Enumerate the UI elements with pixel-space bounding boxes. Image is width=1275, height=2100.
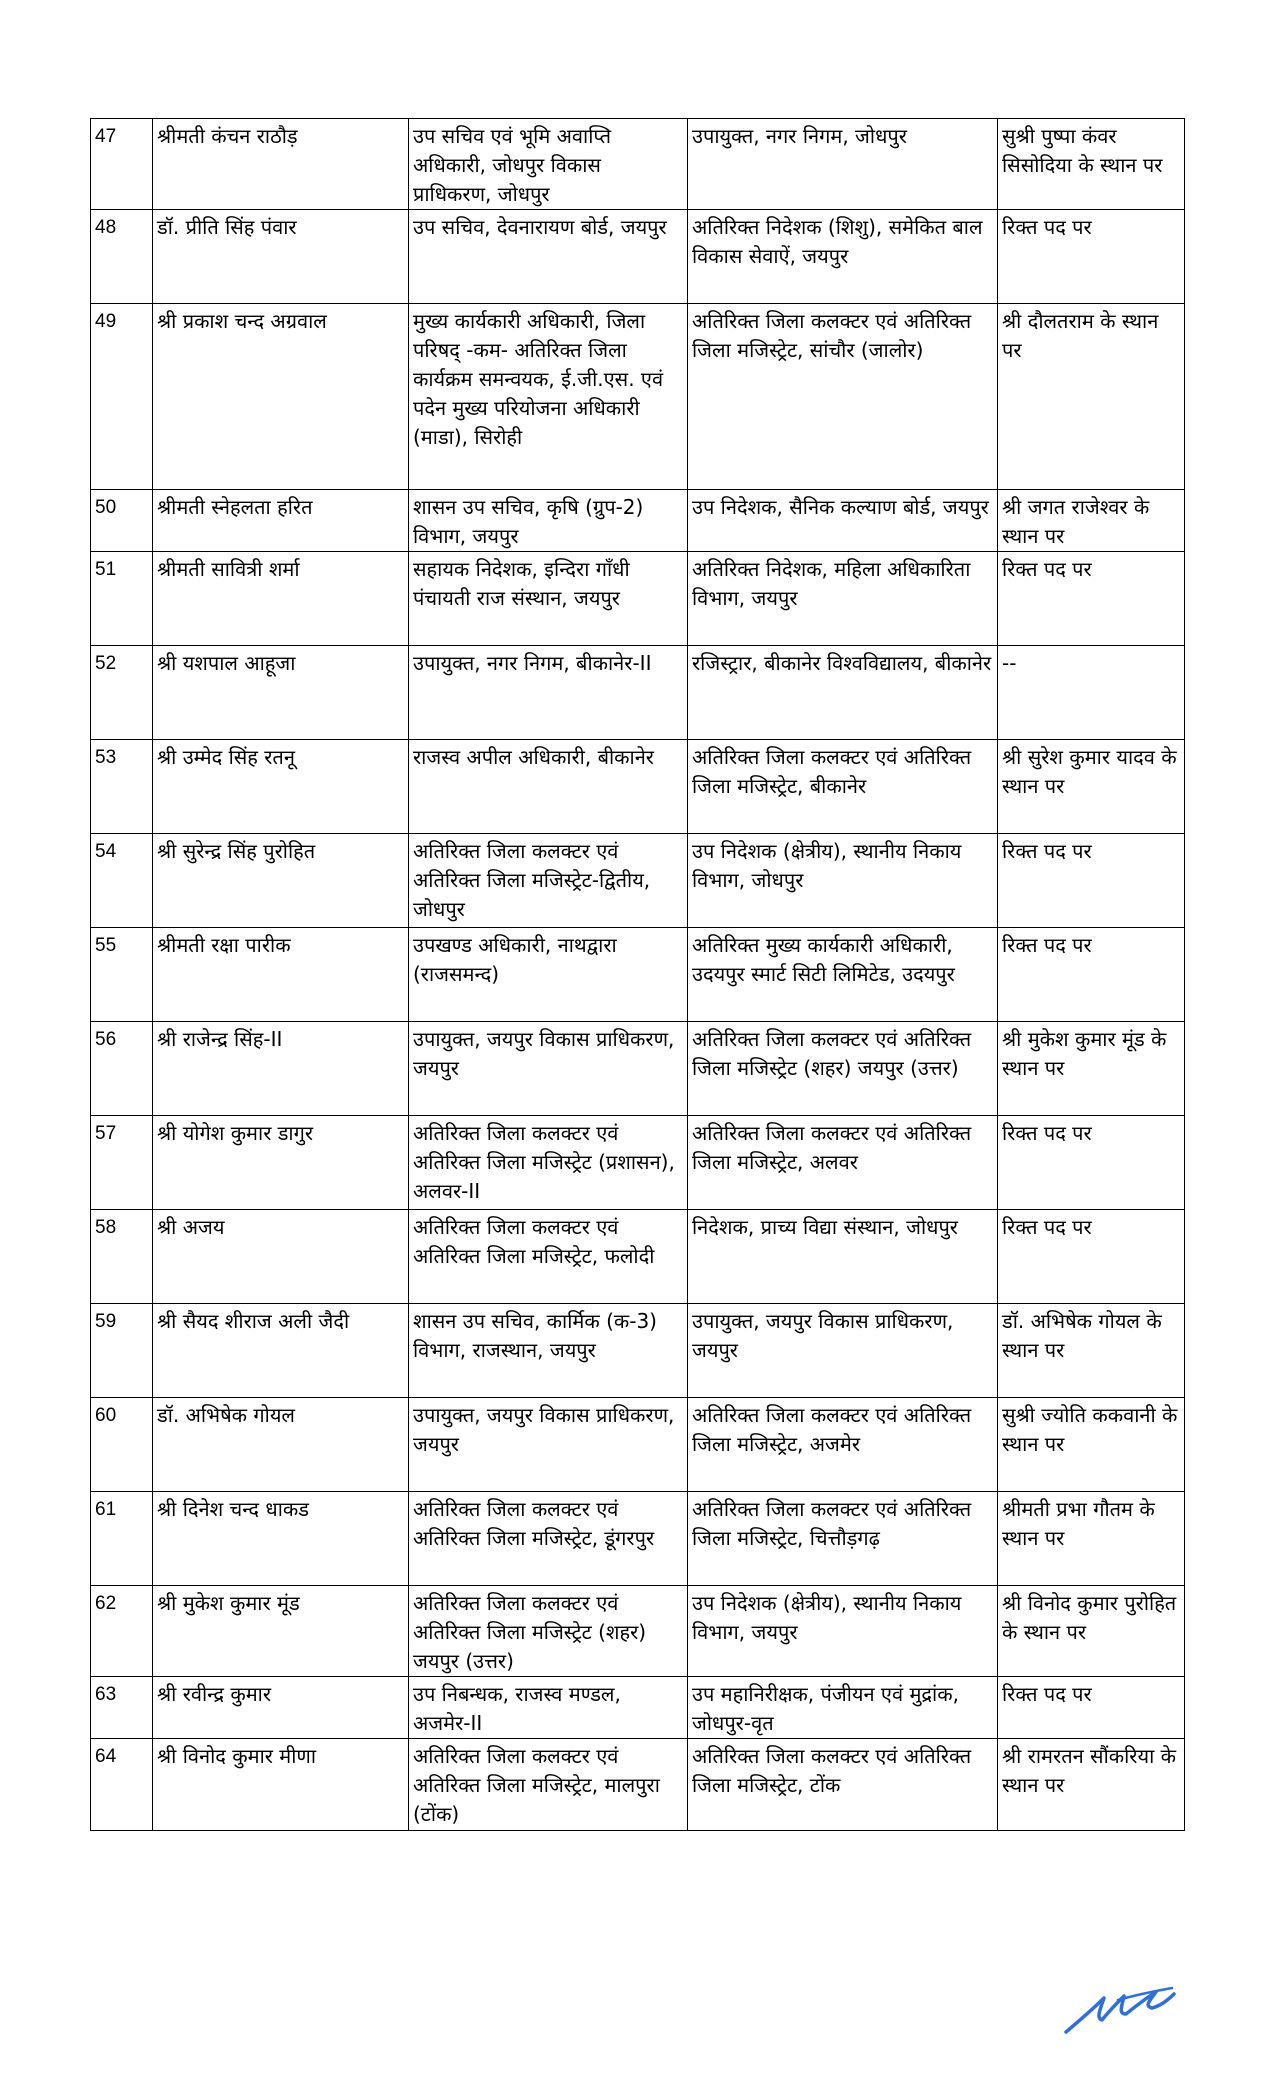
table-row xyxy=(91,1304,1185,1398)
cell-new-post: उप महानिरीक्षक, पंजीयन एवं मुद्रांक, जोधपुर-वृत xyxy=(688,1677,998,1739)
cell-remark: रिक्त पद पर xyxy=(998,834,1185,928)
table-row xyxy=(91,1022,1185,1116)
table-row xyxy=(91,119,1185,210)
transfer-order-table xyxy=(90,118,1185,1831)
cell-officer-name: श्रीमती रक्षा पारीक xyxy=(153,928,409,1022)
cell-officer-name: श्रीमती कंचन राठौड़ xyxy=(153,119,409,210)
cell-new-post: अतिरिक्त जिला कलक्टर एवं अतिरिक्त जिला मजिस्ट्रेट (शहर) जयपुर (उत्तर) xyxy=(688,1022,998,1116)
cell-current-post: उपायुक्त, नगर निगम, बीकानेर-II xyxy=(409,646,688,740)
cell-serial-number: 60 xyxy=(91,1398,153,1492)
cell-current-post: अतिरिक्त जिला कलक्टर एवं अतिरिक्त जिला मजिस्ट्रेट, डूंगरपुर xyxy=(409,1492,688,1586)
table-row xyxy=(91,1210,1185,1304)
table-body xyxy=(91,119,1185,1831)
cell-new-post: अतिरिक्त निदेशक (शिशु), समेकित बाल विकास सेवाऐं, जयपुर xyxy=(688,210,998,304)
cell-remark: रिक्त पद पर xyxy=(998,210,1185,304)
cell-officer-name: श्री सैयद शीराज अली जैदी xyxy=(153,1304,409,1398)
table-row xyxy=(91,1586,1185,1677)
cell-new-post: अतिरिक्त जिला कलक्टर एवं अतिरिक्त जिला मजिस्ट्रेट, अलवर xyxy=(688,1116,998,1210)
cell-officer-name: श्री मुकेश कुमार मूंड xyxy=(153,1586,409,1677)
cell-serial-number: 55 xyxy=(91,928,153,1022)
table-row xyxy=(91,552,1185,646)
cell-new-post: अतिरिक्त जिला कलक्टर एवं अतिरिक्त जिला मजिस्ट्रेट, चित्तौड़गढ़ xyxy=(688,1492,998,1586)
cell-current-post: उपखण्ड अधिकारी, नाथद्वारा (राजसमन्द) xyxy=(409,928,688,1022)
cell-remark: श्रीमती प्रभा गौतम के स्थान पर xyxy=(998,1492,1185,1586)
cell-current-post: शासन उप सचिव, कार्मिक (क-3) विभाग, राजस्थान, जयपुर xyxy=(409,1304,688,1398)
table-row xyxy=(91,928,1185,1022)
cell-officer-name: श्रीमती स्नेहलता हरित xyxy=(153,490,409,552)
cell-serial-number: 52 xyxy=(91,646,153,740)
cell-serial-number: 63 xyxy=(91,1677,153,1739)
cell-officer-name: श्री विनोद कुमार मीणा xyxy=(153,1739,409,1831)
cell-new-post: अतिरिक्त जिला कलक्टर एवं अतिरिक्त जिला मजिस्ट्रेट, सांचौर (जालोर) xyxy=(688,304,998,490)
cell-officer-name: श्री राजेन्द्र सिंह-II xyxy=(153,1022,409,1116)
cell-serial-number: 57 xyxy=(91,1116,153,1210)
cell-current-post: अतिरिक्त जिला कलक्टर एवं अतिरिक्त जिला मजिस्ट्रेट (प्रशासन), अलवर-II xyxy=(409,1116,688,1210)
cell-serial-number: 48 xyxy=(91,210,153,304)
cell-remark: डॉ. अभिषेक गोयल के स्थान पर xyxy=(998,1304,1185,1398)
cell-serial-number: 49 xyxy=(91,304,153,490)
cell-new-post: अतिरिक्त जिला कलक्टर एवं अतिरिक्त जिला मजिस्ट्रेट, टोंक xyxy=(688,1739,998,1831)
cell-current-post: अतिरिक्त जिला कलक्टर एवं अतिरिक्त जिला मजिस्ट्रेट, फलोदी xyxy=(409,1210,688,1304)
cell-new-post: अतिरिक्त जिला कलक्टर एवं अतिरिक्त जिला मजिस्ट्रेट, बीकानेर xyxy=(688,740,998,834)
cell-officer-name: श्री रवीन्द्र कुमार xyxy=(153,1677,409,1739)
cell-remark: रिक्त पद पर xyxy=(998,1210,1185,1304)
cell-remark: श्री रामरतन सौंकरिया के स्थान पर xyxy=(998,1739,1185,1831)
cell-remark: रिक्त पद पर xyxy=(998,552,1185,646)
table-row xyxy=(91,646,1185,740)
cell-new-post: निदेशक, प्राच्य विद्या संस्थान, जोधपुर xyxy=(688,1210,998,1304)
table-row xyxy=(91,834,1185,928)
cell-serial-number: 59 xyxy=(91,1304,153,1398)
cell-new-post: उपायुक्त, जयपुर विकास प्राधिकरण, जयपुर xyxy=(688,1304,998,1398)
cell-new-post: उप निदेशक, सैनिक कल्याण बोर्ड, जयपुर xyxy=(688,490,998,552)
cell-remark: श्री जगत राजेश्वर के स्थान पर xyxy=(998,490,1185,552)
cell-current-post: अतिरिक्त जिला कलक्टर एवं अतिरिक्त जिला मजिस्ट्रेट (शहर) जयपुर (उत्तर) xyxy=(409,1586,688,1677)
cell-serial-number: 64 xyxy=(91,1739,153,1831)
cell-current-post: शासन उप सचिव, कृषि (ग्रुप-2) विभाग, जयपुर xyxy=(409,490,688,552)
cell-officer-name: श्री अजय xyxy=(153,1210,409,1304)
cell-remark: -- xyxy=(998,646,1185,740)
cell-remark: रिक्त पद पर xyxy=(998,928,1185,1022)
cell-serial-number: 50 xyxy=(91,490,153,552)
cell-remark: श्री सुरेश कुमार यादव के स्थान पर xyxy=(998,740,1185,834)
cell-new-post: अतिरिक्त जिला कलक्टर एवं अतिरिक्त जिला मजिस्ट्रेट, अजमेर xyxy=(688,1398,998,1492)
cell-remark: श्री दौलतराम के स्थान पर xyxy=(998,304,1185,490)
cell-new-post: अतिरिक्त निदेशक, महिला अधिकारिता विभाग, जयपुर xyxy=(688,552,998,646)
cell-new-post: उपायुक्त, नगर निगम, जोधपुर xyxy=(688,119,998,210)
cell-new-post: उप निदेशक (क्षेत्रीय), स्थानीय निकाय विभाग, जयपुर xyxy=(688,1586,998,1677)
cell-remark: सुश्री पुष्पा कंवर सिसोदिया के स्थान पर xyxy=(998,119,1185,210)
table-row xyxy=(91,1116,1185,1210)
cell-officer-name: श्री सुरेन्द्र सिंह पुरोहित xyxy=(153,834,409,928)
cell-current-post: उपायुक्त, जयपुर विकास प्राधिकरण, जयपुर xyxy=(409,1398,688,1492)
cell-officer-name: श्रीमती सावित्री शर्मा xyxy=(153,552,409,646)
cell-serial-number: 61 xyxy=(91,1492,153,1586)
table-row xyxy=(91,1492,1185,1586)
table-row xyxy=(91,740,1185,834)
cell-new-post: अतिरिक्त मुख्य कार्यकारी अधिकारी, उदयपुर स्मार्ट सिटी लिमिटेड, उदयपुर xyxy=(688,928,998,1022)
cell-remark: श्री मुकेश कुमार मूंड के स्थान पर xyxy=(998,1022,1185,1116)
table-row xyxy=(91,1398,1185,1492)
table-row xyxy=(91,210,1185,304)
cell-remark: रिक्त पद पर xyxy=(998,1116,1185,1210)
cell-current-post: अतिरिक्त जिला कलक्टर एवं अतिरिक्त जिला मजिस्ट्रेट-द्वितीय, जोधपुर xyxy=(409,834,688,928)
cell-serial-number: 54 xyxy=(91,834,153,928)
cell-serial-number: 56 xyxy=(91,1022,153,1116)
table-row xyxy=(91,304,1185,490)
cell-remark: रिक्त पद पर xyxy=(998,1677,1185,1739)
cell-serial-number: 47 xyxy=(91,119,153,210)
table-row xyxy=(91,490,1185,552)
cell-officer-name: श्री दिनेश चन्द धाकड xyxy=(153,1492,409,1586)
cell-new-post: रजिस्ट्रार, बीकानेर विश्वविद्यालय, बीकानेर xyxy=(688,646,998,740)
table-row xyxy=(91,1739,1185,1831)
cell-serial-number: 53 xyxy=(91,740,153,834)
cell-current-post: उपायुक्त, जयपुर विकास प्राधिकरण, जयपुर xyxy=(409,1022,688,1116)
cell-officer-name: श्री यशपाल आहूजा xyxy=(153,646,409,740)
cell-current-post: उप सचिव, देवनारायण बोर्ड, जयपुर xyxy=(409,210,688,304)
cell-officer-name: श्री प्रकाश चन्द अग्रवाल xyxy=(153,304,409,490)
cell-current-post: सहायक निदेशक, इन्दिरा गाँधी पंचायती राज संस्थान, जयपुर xyxy=(409,552,688,646)
cell-current-post: राजस्व अपील अधिकारी, बीकानेर xyxy=(409,740,688,834)
cell-officer-name: श्री योगेश कुमार डागुर xyxy=(153,1116,409,1210)
cell-current-post: मुख्य कार्यकारी अधिकारी, जिला परिषद् -कम- अतिरिक्त जिला कार्यक्रम समन्वयक, ई.जी.एस. एवं पदेन मुख्य परियोजना अधिकारी (माडा), सिरोही xyxy=(409,304,688,490)
cell-remark: श्री विनोद कुमार पुरोहित के स्थान पर xyxy=(998,1586,1185,1677)
cell-new-post: उप निदेशक (क्षेत्रीय), स्थानीय निकाय विभाग, जोधपुर xyxy=(688,834,998,928)
cell-serial-number: 51 xyxy=(91,552,153,646)
cell-serial-number: 58 xyxy=(91,1210,153,1304)
cell-officer-name: डॉ. अभिषेक गोयल xyxy=(153,1398,409,1492)
cell-current-post: उप निबन्धक, राजस्व मण्डल, अजमेर-II xyxy=(409,1677,688,1739)
cell-current-post: उप सचिव एवं भूमि अवाप्ति अधिकारी, जोधपुर विकास प्राधिकरण, जोधपुर xyxy=(409,119,688,210)
cell-remark: सुश्री ज्योति ककवानी के स्थान पर xyxy=(998,1398,1185,1492)
table-row xyxy=(91,1677,1185,1739)
cell-officer-name: डॉ. प्रीति सिंह पंवार xyxy=(153,210,409,304)
cell-officer-name: श्री उम्मेद सिंह रतनू xyxy=(153,740,409,834)
cell-current-post: अतिरिक्त जिला कलक्टर एवं अतिरिक्त जिला मजिस्ट्रेट, मालपुरा (टोंक) xyxy=(409,1739,688,1831)
signature-icon xyxy=(1060,1970,1180,2040)
cell-serial-number: 62 xyxy=(91,1586,153,1677)
